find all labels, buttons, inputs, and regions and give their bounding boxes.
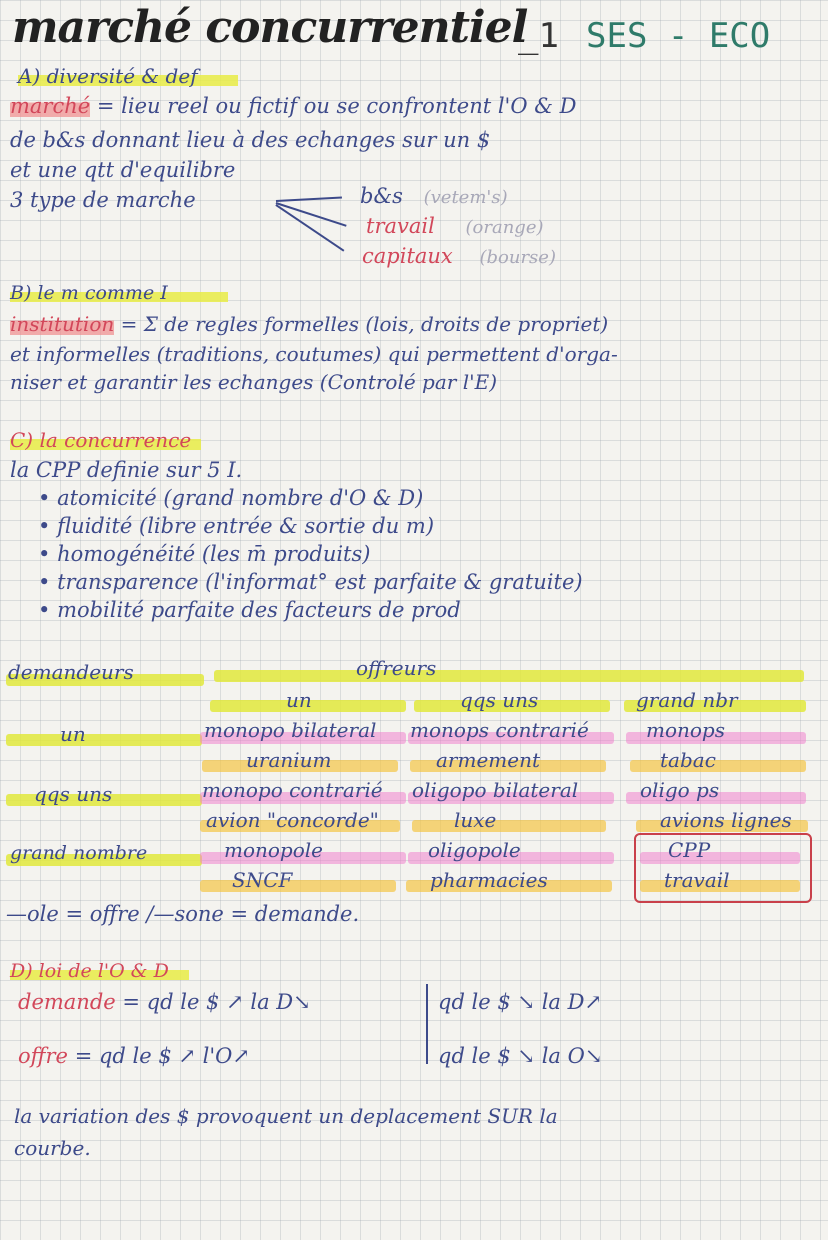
table-row-3-label: grand nombre [10,842,148,864]
demande-label: demande [18,990,116,1014]
hl-offreurs [214,670,804,682]
title-suffix: _1 [518,16,559,56]
section-d-heading: D) loi de l'O & D [10,960,189,982]
demande-law-left: demande = qd le $ ↗ la D↘ [18,990,311,1014]
demande-law-right: qd le $ ↘ la D↗ [438,990,603,1014]
section-a-heading: A) diversité & def [18,64,238,88]
r3c2-name: oligopole [428,838,521,862]
subject-label: SES - ECO [586,16,771,56]
r3c1-example: SNCF [232,868,293,892]
table-col-header-2: qqs uns [460,688,539,712]
cpp-bullet-4: • transparence (l'informat° est parfaite & gratuite) [38,570,583,594]
conclusion-line1: la variation des $ provoquent un deplacement SUR la [14,1104,558,1128]
table-col-header-1: un [286,688,312,712]
offre-law-right: qd le $ ↘ la O↘ [438,1044,603,1068]
vertical-divider [426,984,428,1064]
table-offreurs-label: offreurs [356,656,437,680]
r2c1-example: avion "concorde" [206,808,379,832]
r1c3-example: tabac [660,748,716,772]
section-b-definition [10,312,608,336]
cpp-bullet-2: • fluidité (libre entrée & sortie du m) [38,514,435,538]
r1c3-name: monops [646,718,725,742]
r2c2-name: oligopo bilateral [412,778,579,802]
cpp-bullet-5: • mobilité parfaite des facteurs de prod [38,598,461,622]
institution-def-line1: = Σ de regles formelles (lois, droits de propriet) [120,312,609,336]
hl-r1c3-ex [630,760,806,772]
r3c2-example: pharmacies [430,868,548,892]
marche-def-line2: de b&s donnant lieu à des echanges sur un $ [10,128,491,152]
r1c1-example: uranium [246,748,332,772]
table-row-1-label: un [60,722,86,746]
r2c1-name: monopo contrarié [202,778,383,802]
hl-r3c1-ex [200,880,396,892]
cpp-intro: la CPP definie sur 5 I. [10,458,243,482]
institution-def-line3: niser et garantir les echanges (Controlé par l'E) [10,370,498,394]
r3c3-example: travail [664,868,730,892]
r2c3-name: oligo ps [640,778,720,802]
table-col-header-3: grand nbr [636,688,738,712]
arrow-line-1 [276,197,342,202]
arrow-line-3 [276,204,345,251]
arrow-line-2 [276,202,347,226]
r3c3-name: CPP [668,838,711,862]
offre-label: offre [18,1044,68,1068]
table-demandeurs-label: demandeurs [8,660,134,684]
term-marche: marché [10,94,91,118]
hl-row-1 [6,734,202,746]
market-type-3: capitaux (bourse) [362,244,556,268]
r1c1-name: monopo bilateral [204,718,377,742]
term-institution: institution [10,312,115,336]
market-type-2: travail (orange) [366,214,544,238]
section-c-heading: C) la concurrence [10,428,201,452]
marche-def-line3: et une qtt d'equilibre [10,158,236,182]
cpp-bullet-3: • homogénéité (les m̄ produits) [38,542,371,566]
section-a-definition [10,94,576,118]
marche-def-line1: = lieu reel ou fictif ou se confrontent l'O & D [96,94,577,118]
market-types-intro: 3 type de marche [10,188,196,212]
table-row-2-label: qqs uns [34,782,113,806]
institution-def-line2: et informelles (traditions, coutumes) qui permettent d'orga- [10,342,618,366]
r3c1-name: monopole [224,838,324,862]
cpp-highlight-box [634,833,812,903]
r1c2-name: monops contrarié [410,718,589,742]
offre-law-left: offre = qd le $ ↗ l'O↗ [18,1044,250,1068]
cpp-bullet-1: • atomicité (grand nombre d'O & D) [38,486,424,510]
hl-r2c2-ex [412,820,606,832]
r2c3-example: avions lignes [660,808,792,832]
market-type-1: b&s (vetem's) [360,184,508,208]
suffix-footnote: —ole = offre /—sone = demande. [6,902,360,926]
conclusion-line2: courbe. [14,1136,91,1160]
r1c2-example: armement [436,748,541,772]
page-title: marché concurrentiel [12,2,528,53]
section-b-heading: B) le m comme I [10,282,228,304]
r2c2-example: luxe [454,808,497,832]
